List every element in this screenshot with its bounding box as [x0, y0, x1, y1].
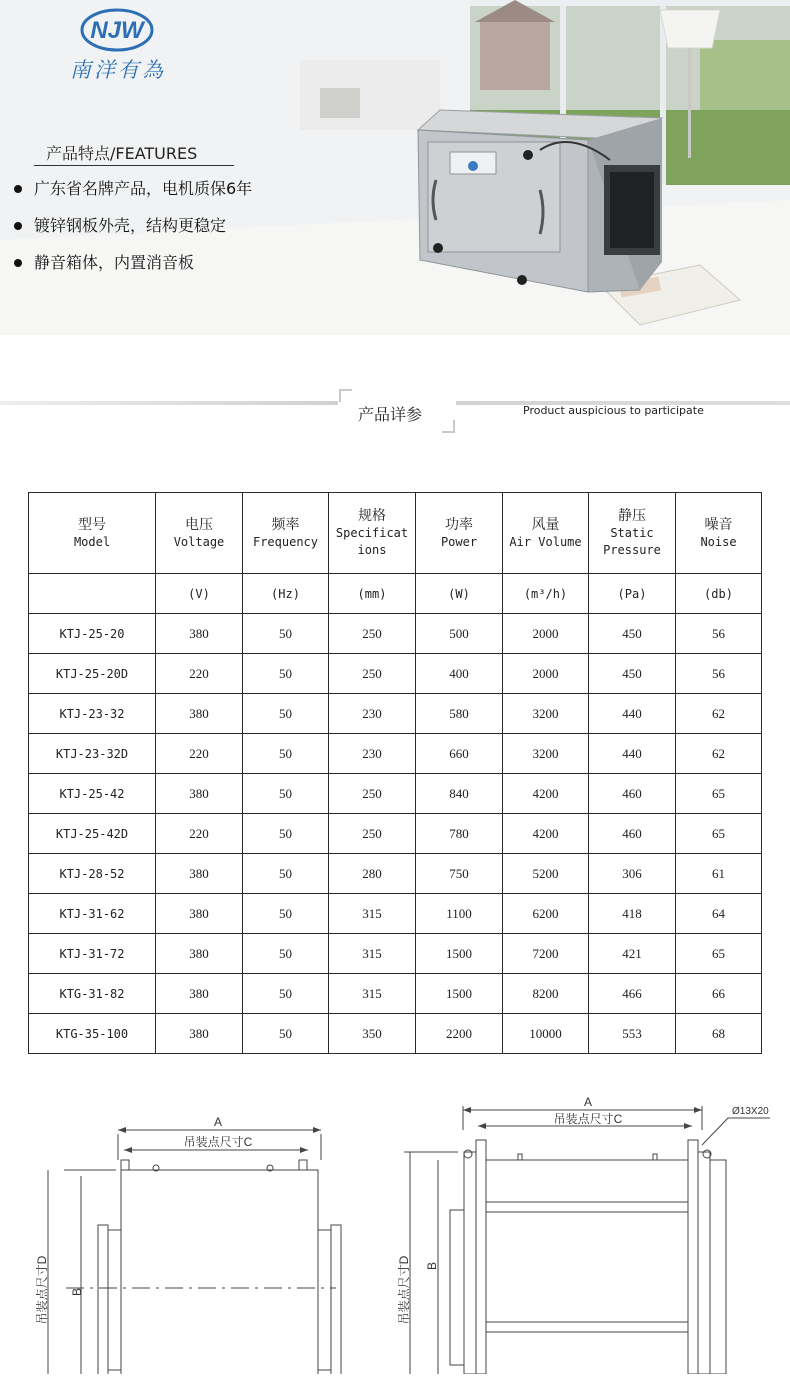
value-cell: 65 [676, 774, 762, 814]
value-cell: 220 [156, 814, 243, 854]
value-cell: 2000 [503, 654, 589, 694]
value-cell: 8200 [503, 974, 589, 1014]
header-en: Power [440, 534, 478, 549]
value-cell: 50 [243, 774, 329, 814]
value-cell: 460 [589, 774, 676, 814]
side-view-diagram [36, 1090, 356, 1374]
value-cell: 6200 [503, 894, 589, 934]
header-cn: 静压 [618, 508, 646, 524]
header-cn: 噪音 [704, 516, 733, 533]
header-power [416, 493, 503, 574]
unit-cell: (db) [676, 574, 762, 614]
table-row [29, 654, 762, 694]
header-en: Frequency [252, 534, 319, 549]
unit-cell: (mm) [329, 574, 416, 614]
value-cell: 50 [243, 854, 329, 894]
front-view-diagram [398, 1090, 778, 1374]
feature-text: 静音箱体，内置消音板 [34, 253, 195, 272]
header-en-line2: ions [357, 543, 387, 557]
header-cn: 规格 [358, 508, 386, 524]
value-cell: 50 [243, 894, 329, 934]
value-cell: 780 [416, 814, 503, 854]
value-cell: 220 [156, 734, 243, 774]
value-cell: 1500 [416, 934, 503, 974]
dim-b-label: B [425, 1261, 439, 1271]
value-cell: 61 [676, 854, 762, 894]
value-cell: 500 [416, 614, 503, 654]
dim-c-label: 吊装点尺寸C [553, 1112, 623, 1126]
value-cell: 50 [243, 654, 329, 694]
unit-cell [29, 574, 156, 614]
value-cell: 440 [589, 734, 676, 774]
unit-cell: (W) [416, 574, 503, 614]
value-cell: 56 [676, 614, 762, 654]
value-cell: 450 [589, 654, 676, 694]
header-cn: 频率 [271, 516, 300, 533]
unit-cell: (m³/h) [503, 574, 589, 614]
value-cell: 10000 [503, 1014, 589, 1054]
header-en: Model [73, 534, 111, 549]
value-cell: 380 [156, 974, 243, 1014]
value-cell: 380 [156, 854, 243, 894]
feature-item [14, 250, 252, 287]
header-static-pressure [589, 493, 676, 574]
feature-text: 镀锌钢板外壳，结构更稳定 [34, 216, 227, 235]
value-cell: 50 [243, 974, 329, 1014]
hole-spec-label: Ø13X20 [732, 1106, 769, 1117]
value-cell: 400 [416, 654, 503, 694]
header-en: Voltage [173, 534, 225, 549]
unit-cell: (Pa) [589, 574, 676, 614]
value-cell: 50 [243, 734, 329, 774]
value-cell: 62 [676, 734, 762, 774]
value-cell: 380 [156, 934, 243, 974]
header-cn: 电压 [185, 516, 213, 533]
value-cell: 350 [329, 1014, 416, 1054]
spec-table [28, 492, 762, 1054]
value-cell: 660 [416, 734, 503, 774]
value-cell: 50 [243, 934, 329, 974]
feature-item [14, 176, 252, 213]
header-en: Noise [700, 534, 737, 549]
table-row [29, 974, 762, 1014]
value-cell: 280 [329, 854, 416, 894]
value-cell: 553 [589, 1014, 676, 1054]
header-en: Static [610, 526, 654, 540]
value-cell: 220 [156, 654, 243, 694]
value-cell: 380 [156, 774, 243, 814]
section-title: 产品详参 [358, 405, 423, 424]
bullet-icon [14, 222, 22, 230]
header-voltage [156, 493, 243, 574]
header-frequency [243, 493, 329, 574]
value-cell: 7200 [503, 934, 589, 974]
table-row [29, 1014, 762, 1054]
value-cell: 440 [589, 694, 676, 734]
header-noise [676, 493, 762, 574]
header-cn: 型号 [78, 516, 106, 533]
value-cell: 250 [329, 654, 416, 694]
header-en-line2: Pressure [603, 543, 661, 557]
drawing-front-view [398, 1090, 778, 1378]
table-row [29, 614, 762, 654]
model-cell: KTJ-28-52 [29, 854, 156, 894]
value-cell: 466 [589, 974, 676, 1014]
value-cell: 56 [676, 654, 762, 694]
value-cell: 450 [589, 614, 676, 654]
dim-d-label: 吊装点尺寸D [398, 1255, 411, 1325]
section-header [0, 384, 790, 440]
value-cell: 5200 [503, 854, 589, 894]
table-row [29, 854, 762, 894]
value-cell: 2200 [416, 1014, 503, 1054]
value-cell: 4200 [503, 814, 589, 854]
dim-c-label: 吊装点尺寸C [183, 1135, 253, 1149]
value-cell: 460 [589, 814, 676, 854]
model-cell: KTJ-25-42 [29, 774, 156, 814]
table-row [29, 934, 762, 974]
table-row [29, 774, 762, 814]
features-divider [34, 165, 234, 166]
value-cell: 4200 [503, 774, 589, 814]
header-en: Air Volume [509, 534, 582, 549]
value-cell: 315 [329, 894, 416, 934]
value-cell: 50 [243, 694, 329, 734]
value-cell: 250 [329, 614, 416, 654]
dim-a-label: A [583, 1095, 593, 1109]
value-cell: 65 [676, 934, 762, 974]
value-cell: 315 [329, 934, 416, 974]
value-cell: 418 [589, 894, 676, 934]
value-cell: 68 [676, 1014, 762, 1054]
value-cell: 840 [416, 774, 503, 814]
header-cn: 风量 [531, 516, 560, 533]
value-cell: 1500 [416, 974, 503, 1014]
value-cell: 50 [243, 1014, 329, 1054]
section-subtitle: Product auspicious to participate [523, 404, 704, 417]
value-cell: 2000 [503, 614, 589, 654]
value-cell: 380 [156, 694, 243, 734]
model-cell: KTJ-31-72 [29, 934, 156, 974]
table-row [29, 694, 762, 734]
bullet-icon [14, 259, 22, 267]
header-model [29, 493, 156, 574]
value-cell: 380 [156, 614, 243, 654]
header-specifications [329, 493, 416, 574]
header-cn: 功率 [445, 516, 473, 533]
brand-logo-icon [80, 8, 154, 52]
table-header-row [29, 493, 762, 574]
features-list [14, 176, 252, 287]
model-cell: KTJ-23-32 [29, 694, 156, 734]
dim-b-label: B [70, 1287, 84, 1297]
header-en: Specificat [335, 526, 409, 540]
model-cell: KTG-31-82 [29, 974, 156, 1014]
model-cell: KTJ-31-62 [29, 894, 156, 934]
table-row [29, 894, 762, 934]
hero-banner [0, 0, 790, 335]
value-cell: 3200 [503, 734, 589, 774]
table-unit-row [29, 574, 762, 614]
value-cell: 3200 [503, 694, 589, 734]
table-row [29, 734, 762, 774]
model-cell: KTJ-25-42D [29, 814, 156, 854]
header-air-volume [503, 493, 589, 574]
value-cell: 380 [156, 894, 243, 934]
value-cell: 306 [589, 854, 676, 894]
dim-d-label: 吊装点尺寸D [36, 1255, 49, 1325]
value-cell: 66 [676, 974, 762, 1014]
value-cell: 65 [676, 814, 762, 854]
value-cell: 580 [416, 694, 503, 734]
value-cell: 230 [329, 694, 416, 734]
value-cell: 62 [676, 694, 762, 734]
value-cell: 421 [589, 934, 676, 974]
bullet-icon [14, 185, 22, 193]
value-cell: 250 [329, 774, 416, 814]
value-cell: 230 [329, 734, 416, 774]
table-row [29, 814, 762, 854]
features-title: 产品特点/FEATURES [46, 144, 198, 163]
drawing-side-view [36, 1090, 356, 1378]
model-cell: KTJ-25-20D [29, 654, 156, 694]
value-cell: 750 [416, 854, 503, 894]
value-cell: 1100 [416, 894, 503, 934]
unit-cell: (V) [156, 574, 243, 614]
feature-item [14, 213, 252, 250]
model-cell: KTJ-25-20 [29, 614, 156, 654]
value-cell: 380 [156, 1014, 243, 1054]
brand-logo-letters: NJW [90, 17, 144, 44]
dim-a-label: A [213, 1115, 223, 1129]
value-cell: 315 [329, 974, 416, 1014]
value-cell: 50 [243, 814, 329, 854]
model-cell: KTJ-23-32D [29, 734, 156, 774]
brand-logo [58, 6, 178, 80]
value-cell: 50 [243, 614, 329, 654]
unit-cell: (Hz) [243, 574, 329, 614]
brand-name: 南洋有為 [70, 58, 166, 82]
feature-text: 广东省名牌产品，电机质保6年 [34, 179, 253, 198]
model-cell: KTG-35-100 [29, 1014, 156, 1054]
value-cell: 64 [676, 894, 762, 934]
value-cell: 250 [329, 814, 416, 854]
